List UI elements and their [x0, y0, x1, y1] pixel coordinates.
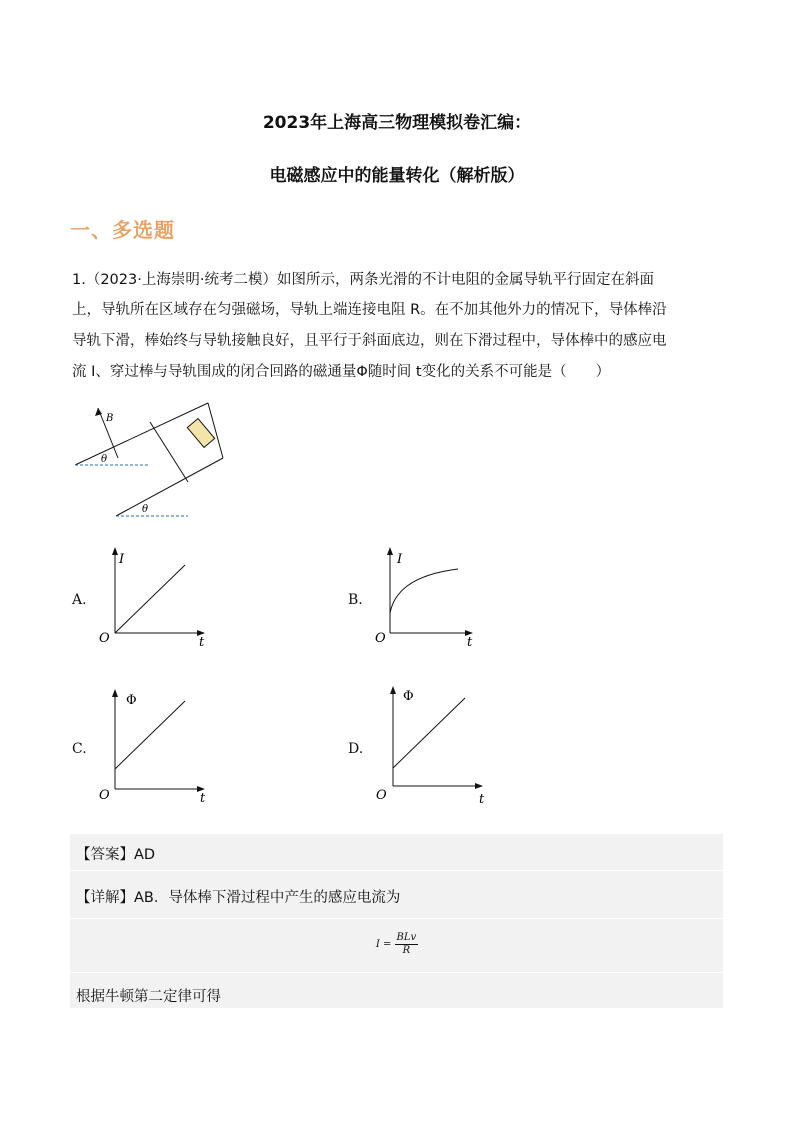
svg-text:O: O: [375, 631, 386, 646]
solution-box: [70, 834, 723, 1008]
svg-text:O: O: [99, 788, 110, 803]
divider: [70, 918, 723, 919]
option-d-label: D.: [348, 741, 364, 757]
incline-rail-figure: [68, 400, 238, 525]
field-label: B: [106, 413, 114, 424]
option-a-label: A.: [72, 592, 87, 608]
option-c-label: C.: [72, 741, 87, 757]
svg-text:O: O: [376, 788, 387, 803]
svg-text:I: I: [397, 552, 403, 567]
svg-text:O: O: [99, 631, 110, 646]
svg-text:Φ: Φ: [403, 689, 414, 704]
option-b-graph: [370, 545, 490, 655]
question-line: 导轨下滑，棒始终与导轨接触良好，且平行于斜面底边，则在下滑过程中，导体棒中的感应电: [72, 333, 667, 349]
current-formula: I = $\frac{\text{BLv}}{R}$: [375, 932, 417, 956]
answer-line: 【答案】AD: [76, 847, 156, 863]
question-line: 1.（2023·上海崇明·统考二模）如图所示，两条光滑的不计电阻的金属导轨平行固定在斜面: [72, 272, 654, 288]
option-c-graph: [95, 685, 215, 810]
angle-label: θ: [101, 454, 108, 465]
section-heading: 一、多选题: [70, 218, 175, 242]
page-subtitle: 电磁感应中的能量转化（解析版）: [269, 166, 525, 186]
option-d-graph: [373, 682, 493, 807]
svg-text:t: t: [467, 635, 473, 650]
option-b-label: B.: [348, 592, 363, 608]
svg-text:t: t: [479, 792, 485, 807]
svg-text:t: t: [200, 791, 206, 806]
divider: [70, 870, 723, 871]
svg-text:I: I: [119, 552, 125, 567]
divider: [70, 972, 723, 973]
svg-text:Φ: Φ: [126, 693, 137, 708]
detail-line: 【详解】AB．导体棒下滑过程中产生的感应电流为: [76, 890, 401, 906]
question-line: 上，导轨所在区域存在匀强磁场，导轨上端连接电阻 R。在不加其他外力的情况下，导体棒沿: [72, 302, 667, 318]
question-line: 流 I、穿过棒与导轨围成的闭合回路的磁通量Φ随时间 t变化的关系不可能是（ ）: [72, 364, 611, 380]
angle-label: θ: [142, 504, 149, 515]
page-title: 2023年上海高三物理模拟卷汇编：: [262, 113, 532, 133]
svg-text:t: t: [199, 635, 205, 650]
option-a-graph: [95, 545, 215, 655]
next-line: 根据牛顿第二定律可得: [76, 989, 221, 1005]
